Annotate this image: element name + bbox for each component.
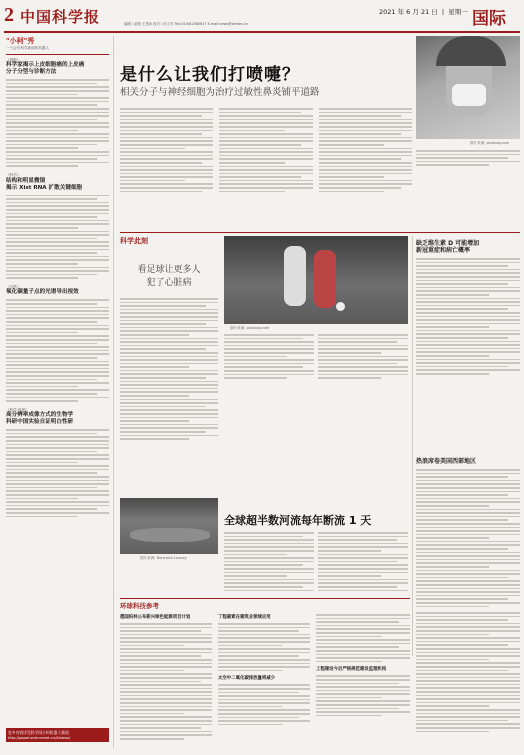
env-article-title: 工程建设今后严格规范建设监理机构 (316, 667, 387, 673)
article-title-2: 科研中国实验自证明白性研 (6, 419, 74, 426)
env-article-title: 德国柏林公布新兴绿色能源项目计划 (120, 615, 191, 620)
lead-headline: 是什么让我们打喷嚏？ (120, 65, 300, 85)
article-title-2: 分子分型与诊断方法 (6, 69, 57, 76)
football-photo-caption: 图片来源: pixabay.com (230, 326, 270, 330)
science-label: 科学此刻 (120, 237, 148, 245)
env-article (316, 614, 410, 716)
footer-text: 更多内容详见科学网小柯机器人频道： (8, 730, 73, 735)
left-article (6, 173, 109, 279)
river-headline: 全球超半数河流每年断流 1 天 (224, 514, 372, 527)
env-section-title: 环球科技参考 (120, 602, 159, 610)
right-item (416, 458, 520, 607)
paper-name: 中国科学报 (20, 8, 101, 26)
env-article (218, 614, 310, 725)
lead-subheadline: 相关分子与神经细胞为治疗过敏性鼻炎铺平道路 (120, 87, 320, 98)
article-title-2: 揭示 Xist RNA 扩散关键细胞 (6, 184, 83, 191)
weekday: 星期一 (448, 8, 468, 16)
football-photo (224, 236, 408, 324)
river-photo (120, 498, 218, 554)
article-tag: 《科学》 (6, 173, 21, 178)
left-article (6, 408, 109, 517)
article-tag: 《细胞》 (6, 57, 21, 62)
section-title: 国际 (472, 9, 506, 29)
science-quote-2: 犯了心脏病 (146, 278, 192, 288)
article-tag: 《科学·进展》 (6, 407, 29, 412)
left-article (6, 285, 109, 402)
article-title: 科学家揭示上皮细胞癌的上皮癌 (6, 62, 85, 69)
article-title: 高分辨率成像方式的生物学 (6, 412, 74, 419)
article-title: 结构和明显微镜 (6, 177, 46, 184)
article-title: 氧化碳量子点的光谱导出视效 (6, 289, 79, 296)
lead-body (120, 108, 412, 192)
left-footer (6, 728, 109, 742)
column-header: "小柯"秀 (6, 37, 35, 45)
env-article-title: 丁程碳素在建筑业领域应用 (218, 615, 271, 620)
lead-photo-caption: 图片来源: pixabay.com (470, 141, 510, 145)
editors-line: 编辑 / 赵路 王思冰 校对 / 何工作 Tel:(010)62580617 E-mail:news@stimes.cn (124, 22, 248, 26)
page-number: 2 (4, 4, 14, 26)
article-tag: 《自然》 (6, 284, 21, 289)
right-item-title: 热浪席卷美国西部地区 (416, 458, 477, 465)
left-article (6, 58, 109, 167)
lead-photo (416, 36, 520, 139)
issue-date: 2021 年 6 月 21 日 (379, 8, 438, 16)
masthead: 2 中国科学报 2021 年 6 月 21 日 | 星期一 编辑 / 赵路 王思冰 校对 / 何工作 Tel:(010)62580617 E-mail:news@stimes.cn 国际 (4, 4, 506, 29)
science-quote-1: 看足球让更多人 (137, 265, 201, 275)
river-photo-caption: 图片来源: Bertrand Launay (140, 556, 187, 560)
footer-url[interactable]: http://paper.sciencenet.cn/AInews/ (8, 736, 71, 740)
column-subheader: 一个会写科学新闻的机器人 (6, 46, 50, 50)
right-item-title: 缺乏维生素 D 可能增加 (416, 240, 480, 247)
env-article-title: 太空中二氧化碳排放量将减少 (218, 676, 276, 682)
right-item (416, 240, 520, 375)
left-column (6, 36, 109, 748)
env-article (120, 614, 212, 740)
right-item-title-2: 新冠重症和病亡概率 (416, 247, 471, 254)
